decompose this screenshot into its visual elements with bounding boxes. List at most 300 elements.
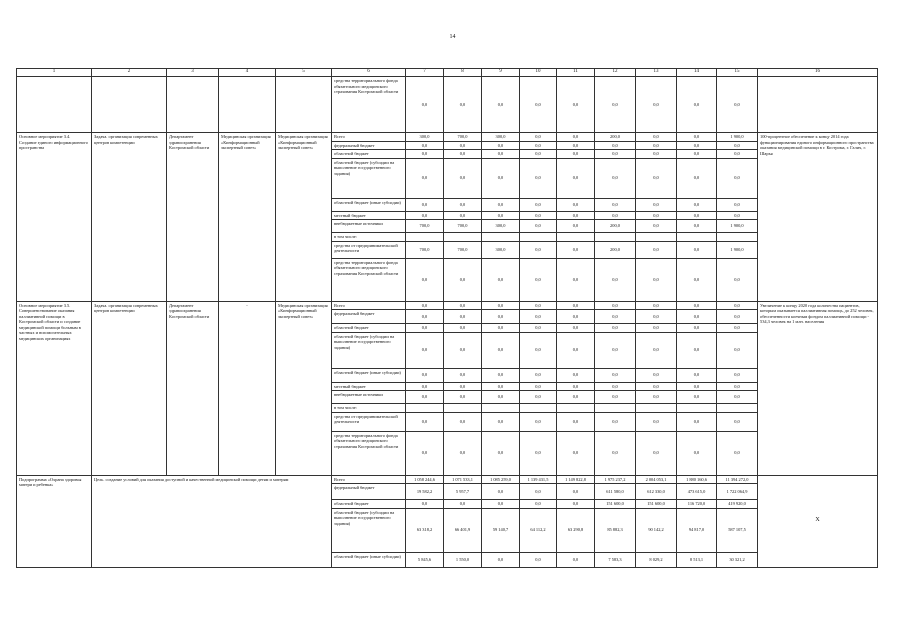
funding-source-label: в том числе: bbox=[332, 404, 406, 413]
amount-cell: 1 722 064,9 bbox=[717, 484, 758, 500]
amount-cell: 0,0 bbox=[557, 500, 595, 509]
amount-cell: 0,0 bbox=[595, 301, 636, 310]
amount-cell bbox=[444, 404, 482, 413]
amount-cell: 473 615,0 bbox=[677, 484, 717, 500]
amount-cell: 0,0 bbox=[557, 391, 595, 404]
amount-cell: 0,0 bbox=[520, 211, 557, 220]
amount-cell: 0,0 bbox=[482, 431, 520, 475]
amount-cell bbox=[677, 233, 717, 242]
subprogram-goal: Цель. создание условий для оказания доступной и качественной медицинской помощи детям и матерям bbox=[92, 475, 332, 567]
funding-source-label: Всего bbox=[332, 301, 406, 310]
amount-cell: 0,0 bbox=[636, 158, 677, 198]
amount-cell: 0,0 bbox=[406, 500, 444, 509]
subprogram-name: Подпрограмма «Охрана здоровья матери и ребенка» bbox=[17, 475, 92, 567]
funding-source-label: средства территориального фонда обязательного медицинского страхования Костромской области bbox=[332, 77, 406, 133]
column-header: 15 bbox=[717, 69, 758, 77]
expected-result: 100-процентное обеспечение к концу 2014 года функционирования единого информационного пространства оказания медицинской помощи в г. Кострома, г. Галич, г. Шарья bbox=[758, 133, 878, 302]
amount-cell: 0,0 bbox=[520, 220, 557, 233]
amount-cell: 0,0 bbox=[557, 158, 595, 198]
amount-cell: 0,0 bbox=[520, 158, 557, 198]
amount-cell: 0,0 bbox=[636, 324, 677, 333]
amount-cell: 0,0 bbox=[717, 368, 758, 382]
amount-cell: 0,0 bbox=[557, 241, 595, 258]
amount-cell: 0,0 bbox=[520, 198, 557, 211]
amount-cell: 0,0 bbox=[636, 198, 677, 211]
amount-cell bbox=[595, 233, 636, 242]
funding-source-label: областной бюджет (субсидии на выполнение государственного задания) bbox=[332, 158, 406, 198]
amount-cell: 0,0 bbox=[595, 332, 636, 368]
amount-cell: 151 600,0 bbox=[636, 500, 677, 509]
amount-cell: 0,0 bbox=[482, 301, 520, 310]
amount-cell: 0,0 bbox=[677, 324, 717, 333]
funding-source-label: областной бюджет (субсидии на выполнение государственного задания) bbox=[332, 332, 406, 368]
amount-cell: 0,0 bbox=[636, 77, 677, 133]
amount-cell bbox=[482, 233, 520, 242]
amount-cell: 0,0 bbox=[520, 324, 557, 333]
amount-cell: 611 580,0 bbox=[595, 484, 636, 500]
amount-cell: 0,0 bbox=[595, 324, 636, 333]
amount-cell: 1 975 237,2 bbox=[595, 475, 636, 484]
funding-source-label: внебюджетные источники bbox=[332, 220, 406, 233]
amount-cell: 11 394 272,0 bbox=[717, 475, 758, 484]
amount-cell: 1 900,0 bbox=[717, 241, 758, 258]
amount-cell: 19 582,2 bbox=[406, 484, 444, 500]
amount-cell: 200,0 bbox=[595, 133, 636, 142]
funding-source-label: средства от предпринимательской деятельности bbox=[332, 241, 406, 258]
amount-cell: 0,0 bbox=[406, 198, 444, 211]
amount-cell: 0,0 bbox=[595, 258, 636, 301]
amount-cell: 0,0 bbox=[557, 133, 595, 142]
amount-cell: 0,0 bbox=[677, 141, 717, 150]
amount-cell: 0,0 bbox=[406, 141, 444, 150]
amount-cell: 700,0 bbox=[444, 220, 482, 233]
blank-cell bbox=[92, 77, 167, 133]
amount-cell: 0,0 bbox=[636, 301, 677, 310]
amount-cell: 0,0 bbox=[520, 133, 557, 142]
amount-cell: 0,0 bbox=[636, 150, 677, 159]
column-header: 9 bbox=[482, 69, 520, 77]
amount-cell: 0,0 bbox=[444, 258, 482, 301]
amount-cell: 0,0 bbox=[677, 368, 717, 382]
amount-cell: 0,0 bbox=[444, 500, 482, 509]
responsible-executor: Департамент здравоохранения Костромской области bbox=[167, 301, 219, 475]
amount-cell: 0,0 bbox=[557, 332, 595, 368]
amount-cell: 63 318,2 bbox=[406, 508, 444, 552]
column-header: 4 bbox=[219, 69, 276, 77]
amount-cell: 116 720,0 bbox=[677, 500, 717, 509]
amount-cell: 0,0 bbox=[595, 158, 636, 198]
amount-cell: 587 107,5 bbox=[717, 508, 758, 552]
amount-cell: 300,0 bbox=[482, 133, 520, 142]
amount-cell: 0,0 bbox=[557, 258, 595, 301]
amount-cell: 0,0 bbox=[520, 150, 557, 159]
amount-cell: 0,0 bbox=[520, 77, 557, 133]
amount-cell: 0,0 bbox=[677, 198, 717, 211]
amount-cell: 0,0 bbox=[677, 258, 717, 301]
amount-cell: 0,0 bbox=[595, 150, 636, 159]
amount-cell: 64 112,2 bbox=[520, 508, 557, 552]
amount-cell: 0,0 bbox=[520, 258, 557, 301]
amount-cell bbox=[636, 404, 677, 413]
funding-source-label: Всего bbox=[332, 133, 406, 142]
amount-cell: 0,0 bbox=[557, 77, 595, 133]
amount-cell: 700,0 bbox=[444, 133, 482, 142]
funding-source-label: областной бюджет bbox=[332, 500, 406, 509]
amount-cell: 0,0 bbox=[444, 211, 482, 220]
column-header: 8 bbox=[444, 69, 482, 77]
amount-cell: 0,0 bbox=[520, 391, 557, 404]
participant: Медицинская организация «Кинформационный экспертный совет» bbox=[276, 301, 332, 475]
amount-cell: 0,0 bbox=[520, 412, 557, 431]
amount-cell: 0,0 bbox=[482, 310, 520, 324]
amount-cell: 0,0 bbox=[595, 391, 636, 404]
blank-cell bbox=[17, 77, 92, 133]
amount-cell: 1 880 160,6 bbox=[677, 475, 717, 484]
amount-cell: 0,0 bbox=[636, 258, 677, 301]
amount-cell: 0,0 bbox=[636, 141, 677, 150]
amount-cell: 0,0 bbox=[444, 324, 482, 333]
budget-table bbox=[16, 68, 878, 568]
amount-cell: 1 900,0 bbox=[717, 220, 758, 233]
amount-cell: 0,0 bbox=[595, 211, 636, 220]
amount-cell: 0,0 bbox=[444, 158, 482, 198]
amount-cell: 0,0 bbox=[677, 77, 717, 133]
amount-cell: 8 029,2 bbox=[636, 552, 677, 567]
amount-cell: 0,0 bbox=[677, 158, 717, 198]
expected-result: X bbox=[758, 475, 878, 567]
amount-cell bbox=[557, 404, 595, 413]
amount-cell: 0,0 bbox=[595, 368, 636, 382]
funding-source-label: областной бюджет (иные субсидии) bbox=[332, 198, 406, 211]
amount-cell: 0,0 bbox=[557, 141, 595, 150]
amount-cell bbox=[444, 233, 482, 242]
funding-source-label: средства от предпринимательской деятельности bbox=[332, 412, 406, 431]
amount-cell: 1 550,0 bbox=[444, 552, 482, 567]
amount-cell bbox=[636, 233, 677, 242]
amount-cell: 0,0 bbox=[482, 484, 520, 500]
amount-cell bbox=[595, 404, 636, 413]
amount-cell: 0,0 bbox=[677, 332, 717, 368]
amount-cell: 0,0 bbox=[677, 211, 717, 220]
amount-cell: 0,0 bbox=[444, 141, 482, 150]
amount-cell: 700,0 bbox=[406, 241, 444, 258]
amount-cell: 0,0 bbox=[557, 484, 595, 500]
funding-source-label: местный бюджет bbox=[332, 382, 406, 391]
amount-cell: 0,0 bbox=[677, 301, 717, 310]
measure-name: Основное мероприятие 3.5. Совершенствование оказания паллиативной помощи в Костромской области и создание медицинской помощи больным в частных и вспомогательных медицинских организациях bbox=[17, 301, 92, 475]
funding-source-label: областной бюджет (иные субсидии) bbox=[332, 552, 406, 567]
funding-source-label: федеральный бюджет bbox=[332, 141, 406, 150]
amount-cell: 0,0 bbox=[717, 301, 758, 310]
amount-cell: 0,0 bbox=[520, 500, 557, 509]
amount-cell: 5 957,7 bbox=[444, 484, 482, 500]
amount-cell: 0,0 bbox=[557, 552, 595, 567]
amount-cell: 0,0 bbox=[557, 324, 595, 333]
amount-cell: 0,0 bbox=[444, 150, 482, 159]
amount-cell: 0,0 bbox=[677, 220, 717, 233]
amount-cell: 700,0 bbox=[444, 241, 482, 258]
table-row bbox=[17, 475, 878, 484]
amount-cell: 0,0 bbox=[444, 310, 482, 324]
measure-name: Основное мероприятие 3.4. Создание единого информационного пространства bbox=[17, 133, 92, 302]
column-header: 2 bbox=[92, 69, 167, 77]
amount-cell: 0,0 bbox=[677, 241, 717, 258]
amount-cell: 0,0 bbox=[557, 211, 595, 220]
amount-cell: 0,0 bbox=[482, 500, 520, 509]
amount-cell: 0,0 bbox=[717, 258, 758, 301]
amount-cell: 0,0 bbox=[482, 77, 520, 133]
amount-cell: 1 085 259,0 bbox=[482, 475, 520, 484]
amount-cell: 0,0 bbox=[482, 391, 520, 404]
amount-cell: 0,0 bbox=[444, 391, 482, 404]
amount-cell: 0,0 bbox=[595, 198, 636, 211]
amount-cell bbox=[520, 404, 557, 413]
amount-cell: 0,0 bbox=[406, 77, 444, 133]
blank-cell bbox=[167, 77, 219, 133]
amount-cell: 0,0 bbox=[444, 412, 482, 431]
amount-cell bbox=[717, 233, 758, 242]
funding-source-label: местный бюджет bbox=[332, 211, 406, 220]
column-header: 10 bbox=[520, 69, 557, 77]
amount-cell: 300,0 bbox=[482, 241, 520, 258]
amount-cell: 0,0 bbox=[557, 198, 595, 211]
blank-cell bbox=[276, 77, 332, 133]
amount-cell: 0,0 bbox=[482, 150, 520, 159]
participant: Медицинская организация «Кинформационный экспертный совет» bbox=[276, 133, 332, 302]
amount-cell: 0,0 bbox=[482, 552, 520, 567]
amount-cell: 0,0 bbox=[717, 382, 758, 391]
amount-cell: 0,0 bbox=[406, 368, 444, 382]
amount-cell: 0,0 bbox=[595, 412, 636, 431]
amount-cell: 0,0 bbox=[717, 141, 758, 150]
amount-cell: 0,0 bbox=[520, 141, 557, 150]
page-number: 14 bbox=[449, 34, 456, 40]
amount-cell: 0,0 bbox=[444, 368, 482, 382]
amount-cell: 94 817,0 bbox=[677, 508, 717, 552]
amount-cell: 0,0 bbox=[677, 431, 717, 475]
amount-cell: 0,0 bbox=[557, 431, 595, 475]
funding-source-label: областной бюджет (иные субсидии) bbox=[332, 368, 406, 382]
amount-cell: 0,0 bbox=[717, 431, 758, 475]
column-header: 14 bbox=[677, 69, 717, 77]
amount-cell: 0,0 bbox=[595, 382, 636, 391]
amount-cell: 0,0 bbox=[717, 332, 758, 368]
amount-cell: 0,0 bbox=[482, 412, 520, 431]
blank-cell bbox=[219, 77, 276, 133]
amount-cell: 0,0 bbox=[636, 220, 677, 233]
amount-cell: 0,0 bbox=[636, 368, 677, 382]
amount-cell: 66 401,9 bbox=[444, 508, 482, 552]
amount-cell: 0,0 bbox=[406, 258, 444, 301]
amount-cell: 0,0 bbox=[717, 77, 758, 133]
amount-cell: 0,0 bbox=[557, 220, 595, 233]
amount-cell: 0,0 bbox=[406, 158, 444, 198]
amount-cell: 0,0 bbox=[520, 310, 557, 324]
amount-cell: 0,0 bbox=[677, 310, 717, 324]
amount-cell: 0,0 bbox=[557, 368, 595, 382]
amount-cell: 0,0 bbox=[636, 241, 677, 258]
amount-cell: 0,0 bbox=[636, 431, 677, 475]
column-header: 16 bbox=[758, 69, 878, 77]
funding-source-label: внебюджетные источники bbox=[332, 391, 406, 404]
amount-cell: 0,0 bbox=[406, 324, 444, 333]
funding-source-label: Всего bbox=[332, 475, 406, 484]
amount-cell: 0,0 bbox=[636, 332, 677, 368]
amount-cell bbox=[406, 404, 444, 413]
column-header: 12 bbox=[595, 69, 636, 77]
amount-cell: 1 058 244,6 bbox=[406, 475, 444, 484]
amount-cell: 0,0 bbox=[482, 158, 520, 198]
co-executor: - bbox=[219, 301, 276, 475]
expected-result bbox=[758, 77, 878, 133]
amount-cell bbox=[406, 233, 444, 242]
amount-cell: 0,0 bbox=[482, 324, 520, 333]
amount-cell: 5 845,6 bbox=[406, 552, 444, 567]
co-executor: Медицинская организация «Кинформационный экспертный совет» bbox=[219, 133, 276, 302]
amount-cell bbox=[482, 404, 520, 413]
amount-cell: 0,0 bbox=[717, 198, 758, 211]
amount-cell: 0,0 bbox=[520, 382, 557, 391]
amount-cell: 0,0 bbox=[520, 484, 557, 500]
amount-cell bbox=[557, 233, 595, 242]
amount-cell: 0,0 bbox=[444, 431, 482, 475]
amount-cell: 0,0 bbox=[482, 198, 520, 211]
amount-cell: 0,0 bbox=[406, 382, 444, 391]
amount-cell: 0,0 bbox=[717, 211, 758, 220]
column-header: 13 bbox=[636, 69, 677, 77]
task-description: Задача. организация современных центров компетенции bbox=[92, 301, 167, 475]
amount-cell: 0,0 bbox=[520, 332, 557, 368]
amount-cell: 0,0 bbox=[595, 431, 636, 475]
column-header: 5 bbox=[276, 69, 332, 77]
amount-cell: 0,0 bbox=[406, 391, 444, 404]
amount-cell: 0,0 bbox=[520, 552, 557, 567]
amount-cell: 0,0 bbox=[595, 77, 636, 133]
amount-cell: 0,0 bbox=[636, 382, 677, 391]
header-row bbox=[17, 69, 878, 77]
amount-cell: 0,0 bbox=[444, 198, 482, 211]
amount-cell: 0,0 bbox=[636, 211, 677, 220]
amount-cell: 0,0 bbox=[406, 310, 444, 324]
amount-cell: 0,0 bbox=[444, 332, 482, 368]
amount-cell: 63 290,8 bbox=[557, 508, 595, 552]
amount-cell: 0,0 bbox=[406, 412, 444, 431]
amount-cell: 0,0 bbox=[406, 301, 444, 310]
amount-cell: 0,0 bbox=[717, 391, 758, 404]
amount-cell: 0,0 bbox=[677, 391, 717, 404]
amount-cell: 0,0 bbox=[717, 158, 758, 198]
amount-cell: 0,0 bbox=[677, 150, 717, 159]
funding-source-label: средства территориального фонда обязательного медицинского страхования Костромской области bbox=[332, 431, 406, 475]
amount-cell: 0,0 bbox=[557, 150, 595, 159]
amount-cell: 0,0 bbox=[557, 310, 595, 324]
amount-cell: 1 149 822,8 bbox=[557, 475, 595, 484]
column-header: 3 bbox=[167, 69, 219, 77]
amount-cell: 7 583,3 bbox=[595, 552, 636, 567]
table-row bbox=[17, 133, 878, 142]
amount-cell: 300,0 bbox=[482, 220, 520, 233]
amount-cell: 0,0 bbox=[677, 382, 717, 391]
amount-cell: 0,0 bbox=[636, 310, 677, 324]
amount-cell: 0,0 bbox=[636, 391, 677, 404]
amount-cell: 0,0 bbox=[444, 382, 482, 391]
amount-cell bbox=[520, 233, 557, 242]
amount-cell: 0,0 bbox=[482, 382, 520, 391]
table-row bbox=[17, 77, 878, 133]
amount-cell: 1 900,0 bbox=[717, 133, 758, 142]
amount-cell: 0,0 bbox=[520, 241, 557, 258]
responsible-executor: Департамент здравоохранения Костромской области bbox=[167, 133, 219, 302]
amount-cell: 0,0 bbox=[482, 258, 520, 301]
amount-cell: 700,0 bbox=[406, 220, 444, 233]
amount-cell: 85 882,3 bbox=[595, 508, 636, 552]
amount-cell: 0,0 bbox=[636, 133, 677, 142]
amount-cell: 0,0 bbox=[406, 332, 444, 368]
amount-cell: 300,0 bbox=[406, 133, 444, 142]
amount-cell: 59 140,7 bbox=[482, 508, 520, 552]
amount-cell: 0,0 bbox=[595, 141, 636, 150]
amount-cell: 8 513,1 bbox=[677, 552, 717, 567]
funding-source-label: федеральный бюджет bbox=[332, 484, 406, 500]
amount-cell: 200,0 bbox=[595, 220, 636, 233]
column-header: 11 bbox=[557, 69, 595, 77]
funding-source-label: в том числе: bbox=[332, 233, 406, 242]
amount-cell: 419 920,0 bbox=[717, 500, 758, 509]
amount-cell: 151 600,0 bbox=[595, 500, 636, 509]
amount-cell: 0,0 bbox=[444, 301, 482, 310]
funding-source-label: областной бюджет (субсидии на выполнение государственного задания) bbox=[332, 508, 406, 552]
amount-cell: 1 071 533,1 bbox=[444, 475, 482, 484]
amount-cell: 0,0 bbox=[520, 431, 557, 475]
amount-cell: 0,0 bbox=[636, 412, 677, 431]
amount-cell: 0,0 bbox=[482, 368, 520, 382]
funding-source-label: областной бюджет bbox=[332, 150, 406, 159]
expected-result: Увеличение к концу 2020 года количества пациентов, которым оказывается паллиативная помощь, до 252 человек, обеспеченности коечным фондом паллиативной помощи - 534,3 человек на 1 млн. населения bbox=[758, 301, 878, 475]
amount-cell: 0,0 bbox=[406, 431, 444, 475]
task-description: Задача. организация современных центров компетенции bbox=[92, 133, 167, 302]
funding-source-label: средства территориального фонда обязательного медицинского страхования Костромской области bbox=[332, 258, 406, 301]
column-header: 7 bbox=[406, 69, 444, 77]
amount-cell: 200,0 bbox=[595, 241, 636, 258]
column-header: 1 bbox=[17, 69, 92, 77]
amount-cell: 1 139 431,5 bbox=[520, 475, 557, 484]
amount-cell: 0,0 bbox=[482, 141, 520, 150]
table-row bbox=[17, 301, 878, 310]
amount-cell: 0,0 bbox=[520, 301, 557, 310]
amount-cell: 0,0 bbox=[557, 301, 595, 310]
amount-cell: 0,0 bbox=[677, 412, 717, 431]
amount-cell: 0,0 bbox=[406, 150, 444, 159]
amount-cell: 0,0 bbox=[482, 332, 520, 368]
amount-cell: 0,0 bbox=[717, 324, 758, 333]
amount-cell bbox=[677, 404, 717, 413]
amount-cell: 0,0 bbox=[717, 412, 758, 431]
amount-cell bbox=[717, 404, 758, 413]
amount-cell: 0,0 bbox=[482, 211, 520, 220]
amount-cell: 0,0 bbox=[717, 310, 758, 324]
column-header: 6 bbox=[332, 69, 406, 77]
funding-source-label: областной бюджет bbox=[332, 324, 406, 333]
amount-cell: 0,0 bbox=[444, 77, 482, 133]
amount-cell: 0,0 bbox=[520, 368, 557, 382]
amount-cell: 0,0 bbox=[595, 310, 636, 324]
amount-cell: 0,0 bbox=[677, 133, 717, 142]
amount-cell: 90 142,2 bbox=[636, 508, 677, 552]
funding-source-label: федеральный бюджет bbox=[332, 310, 406, 324]
amount-cell: 0,0 bbox=[557, 382, 595, 391]
amount-cell: 0,0 bbox=[406, 211, 444, 220]
amount-cell: 0,0 bbox=[717, 150, 758, 159]
